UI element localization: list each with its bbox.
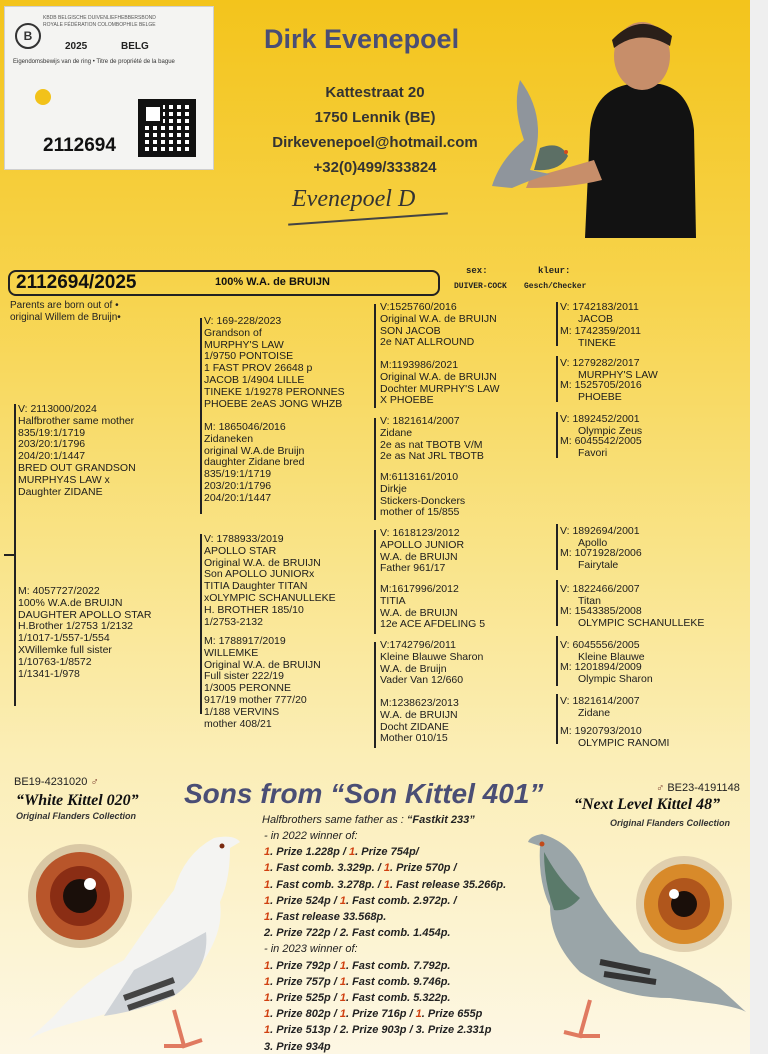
- checker-pigeon-image: [520, 822, 750, 1048]
- contact-block: [250, 80, 500, 180]
- place-number: 1: [339, 894, 346, 907]
- punch-hole: [35, 89, 51, 105]
- bracket-ggp3: [556, 412, 558, 458]
- great-grandparent-entry: M:1193986/2021 Original W.A. de BRUIJN Dochter MURPHY'S LAW X PHOEBE: [380, 359, 500, 407]
- place-number: 1: [339, 1008, 346, 1021]
- place-number: 1: [349, 846, 356, 859]
- bracket-main-stub: [4, 554, 14, 556]
- qr-code-icon: [138, 99, 196, 157]
- parents-note: Parents are born out of • original Willem de Bruijn•: [10, 300, 121, 323]
- gg-grandparent-entry: M: 1201894/2009 Olympic Sharon: [560, 661, 653, 685]
- result-text: . Prize 716p /: [345, 1008, 416, 1021]
- sex-value: DUIVER-COCK: [454, 282, 507, 291]
- right-bird-name: “Next Level Kittel 48”: [574, 796, 721, 813]
- left-bird-collection: Original Flanders Collection: [16, 811, 137, 821]
- gg-grandparent-entry: M: 1071928/2006 Fairytale: [560, 547, 642, 571]
- gg-grandparent-entry: M: 1543385/2008 OLYMPIC SCHANULLEKE: [560, 605, 705, 629]
- pigeon-strain: 100% W.A. de BRUIJN: [215, 276, 330, 288]
- place-number: 1: [339, 975, 346, 988]
- place-number: 1: [264, 992, 271, 1005]
- result-text: . Fast comb. 2.972p. /: [345, 894, 457, 907]
- place-number: 1: [264, 878, 271, 891]
- bracket-dam: [200, 534, 202, 714]
- result-text: . Fast comb. 7.792p.: [345, 959, 451, 972]
- result-line: [264, 844, 506, 860]
- bracket-gp3: [374, 530, 376, 634]
- place-number: 1: [264, 1008, 271, 1021]
- result-text: . Prize 1.228p /: [270, 846, 349, 859]
- address-street: Kattestraat 20: [325, 84, 425, 101]
- result-line: [264, 974, 506, 990]
- sex-label: sex:: [466, 266, 488, 276]
- ring-country: BELG: [121, 41, 149, 52]
- signature: Evenepoel D: [292, 186, 416, 212]
- place-number: 1: [339, 959, 346, 972]
- breeder-name: Dirk Evenepoel: [264, 24, 460, 54]
- result-text: . Prize 570p /: [389, 862, 457, 875]
- gg-grandparent-entry: V: 1822466/2007 Titan: [560, 583, 640, 607]
- color-label: kleur:: [538, 266, 571, 276]
- gg-grandparent-entry: M: 1920793/2010 OLYMPIC RANOMI: [560, 725, 670, 749]
- bracket-ggp4: [556, 524, 558, 570]
- place-number: 1: [264, 1024, 271, 1037]
- gg-grandparent-entry: V: 1892452/2001 Olympic Zeus: [560, 413, 643, 437]
- ownership-text: Eigendomsbewijs van de ring • Titre de propriété de la bague: [13, 59, 175, 65]
- gg-grandparent-entry: V: 1279282/2017 MURPHY'S LAW: [560, 357, 658, 381]
- result-text: . Fast comb. 9.746p.: [345, 975, 451, 988]
- result-text: . Prize 802p /: [270, 1008, 340, 1021]
- dam-entry: M: 4057727/2022 100% W.A.de BRUIJN DAUGHTER APOLLO STAR H.Brother 1/2753 1/2132 1/1017-1/557-1/554 XWillemke full sister 1/10763-1/8572 1/1341-1/978: [18, 585, 152, 680]
- gg-grandparent-entry: V: 1821614/2007 Zidane: [560, 695, 640, 719]
- bracket-ggp1: [556, 302, 558, 346]
- result-line: - in 2022 winner of:: [264, 830, 358, 842]
- federation-name: KBDB BELGISCHE DUIVENLIEFHEBBERSBOND ROYALE FÉDÉRATION COLOMBOPHILE BELGE: [43, 15, 156, 28]
- place-number: 1: [383, 878, 390, 891]
- ring-year: 2025: [65, 41, 88, 52]
- place-number: 1: [264, 911, 271, 924]
- breeder-photo: [490, 10, 700, 238]
- bracket-ggp2: [556, 356, 558, 402]
- left-bird-name: “White Kittel 020”: [16, 792, 139, 809]
- great-grandparent-entry: V:1525760/2016 Original W.A. de BRUIJN SON JACOB 2e NAT ALLROUND: [380, 301, 497, 349]
- result-line: [264, 1006, 506, 1022]
- result-text: . Prize 757p /: [270, 975, 340, 988]
- great-grandparent-entry: M:1238623/2013 W.A. de BRUIJN Docht ZIDANE Mother 010/15: [380, 697, 459, 745]
- result-text: . Prize 792p /: [270, 959, 340, 972]
- result-text: . Prize 655p: [421, 1008, 483, 1021]
- great-grandparent-entry: V: 1821614/2007 Zidane 2e as nat TBOTB V/M 2e as Nat JRL TBOTB: [380, 415, 484, 463]
- result-text: . Prize 513p / 2. Prize 903p / 3. Prize 2.331p: [270, 1024, 492, 1037]
- bracket-gp1: [374, 304, 376, 408]
- result-text: . Fast release 33.568p.: [270, 911, 387, 924]
- result-line: [264, 958, 506, 974]
- white-pigeon-image: [24, 820, 254, 1052]
- place-number: 1: [264, 975, 271, 988]
- gg-grandparent-entry: V: 1742183/2011 JACOB: [560, 301, 639, 325]
- gg-grandparent-entry: V: 6045556/2005 Kleine Blauwe: [560, 639, 645, 663]
- bracket-main: [14, 404, 16, 706]
- right-bird-ring: ♂ BE23-4191148: [656, 782, 740, 794]
- place-number: 1: [264, 959, 271, 972]
- gg-grandparent-entry: M: 1525705/2016 PHOEBE: [560, 379, 642, 403]
- bracket-gp4: [374, 642, 376, 748]
- email: Dirkevenepoel@hotmail.com: [272, 134, 478, 151]
- great-grandparent-entry: M:1617996/2012 TITIA W.A. de BRUIJN 12e ACE AFDELING 5: [380, 583, 486, 631]
- male-icon: ♂: [656, 782, 665, 794]
- sons-heading: Sons from “Son Kittel 401”: [184, 778, 544, 809]
- ring-certificate: [4, 6, 214, 170]
- left-bird-ring: BE19-4231020 ♂: [14, 776, 99, 788]
- result-text: . Prize 754p/: [355, 846, 419, 859]
- result-line: [264, 1039, 506, 1054]
- result-line: [264, 1022, 506, 1038]
- result-line: [264, 860, 506, 876]
- result-text: . Fast comb. 3.329p. /: [270, 862, 384, 875]
- pigeon-ring-number: 2112694/2025: [16, 272, 137, 293]
- great-grandparent-entry: V: 1618123/2012 APOLLO JUNIOR W.A. de BRUIJN Father 961/17: [380, 527, 465, 575]
- place-number: 1: [339, 992, 346, 1005]
- result-line: [264, 909, 506, 925]
- grandparent-entry: V: 169-228/2023 Grandson of MURPHY'S LAW 1/9750 PONTOISE 1 FAST PROV 26648 p JACOB 1/4904 LILLE TINEKE 1/19278 PERONNES PHOEBE 2eAS JONG WHZB: [204, 315, 345, 410]
- grandparent-entry: M: 1788917/2019 WILLEMKE Original W.A. de BRUIJN Full sister 222/19 1/3005 PERONNE 917/19 mother 777/20 1/188 VERVINS mother 408/21: [204, 635, 321, 730]
- place-number: 1: [264, 862, 271, 875]
- address-city: 1750 Lennik (BE): [314, 109, 436, 126]
- grandparent-entry: M: 1865046/2016 Zidaneken original W.A.de Bruijn daughter Zidane bred 835/19:1/1719 203/20:1/1796 204/20:1/1447: [204, 421, 305, 504]
- sire-entry: V: 2113000/2024 Halfbrother same mother 835/19:1/1719 203/20:1/1796 204/20:1/1447 BRED OUT GRANDSON MURPHY4S LAW x Daughter ZIDANE: [18, 403, 136, 498]
- bracket-ggp7: [556, 694, 558, 744]
- result-text: . Fast comb. 3.278p. /: [270, 878, 384, 891]
- great-grandparent-entry: M:6113161/2010 Dirkje Stickers-Donckers mother of 15/855: [380, 471, 466, 519]
- result-text: . Fast release 35.266p.: [389, 878, 507, 891]
- color-value: Gesch/Checker: [524, 282, 587, 291]
- bracket-sire: [200, 318, 202, 514]
- male-icon: ♂: [90, 776, 99, 788]
- results-list: [264, 828, 506, 1054]
- bracket-ggp6: [556, 636, 558, 686]
- ring-number: 2112694: [43, 135, 116, 156]
- result-text: 2. Prize 722p / 2. Fast comb. 1.454p.: [264, 927, 451, 940]
- gg-grandparent-entry: M: 6045542/2005 Favori: [560, 435, 642, 459]
- place-number: 1: [264, 894, 271, 907]
- result-text: . Prize 525p /: [270, 992, 340, 1005]
- bracket-gp2: [374, 418, 376, 520]
- result-text: 3. Prize 934p: [264, 1040, 331, 1053]
- right-bird-collection: Original Flanders Collection: [610, 818, 731, 828]
- page-edge: [750, 0, 768, 1054]
- place-number: 1: [383, 862, 390, 875]
- place-number: 1: [415, 1008, 422, 1021]
- kbdb-logo: B: [15, 23, 41, 49]
- result-line: [264, 925, 506, 941]
- result-line: [264, 877, 506, 893]
- gg-grandparent-entry: M: 1742359/2011 TINEKE: [560, 325, 641, 349]
- place-number: 1: [264, 846, 271, 859]
- grandparent-entry: V: 1788933/2019 APOLLO STAR Original W.A. de BRUIJN Son APOLLO JUNIORx TITIA Daughter TITAN xOLYMPIC SCHANULLEKE H. BROTHER 185/10 1/2753-2132: [204, 533, 336, 628]
- gg-grandparent-entry: V: 1892694/2001 Apollo: [560, 525, 640, 549]
- great-grandparent-entry: V:1742796/2011 Kleine Blauwe Sharon W.A. de Bruijn Vader Van 12/660: [380, 639, 484, 687]
- result-line: [264, 990, 506, 1006]
- result-line: - in 2023 winner of:: [264, 943, 358, 956]
- result-text: . Prize 524p /: [270, 894, 340, 907]
- halfbrothers-line: Halfbrothers same father as : “Fastkit 233”: [262, 814, 475, 826]
- result-line: [264, 893, 506, 909]
- phone: +32(0)499/333824: [313, 159, 437, 176]
- result-text: . Fast comb. 5.322p.: [345, 992, 451, 1005]
- bracket-ggp5: [556, 580, 558, 626]
